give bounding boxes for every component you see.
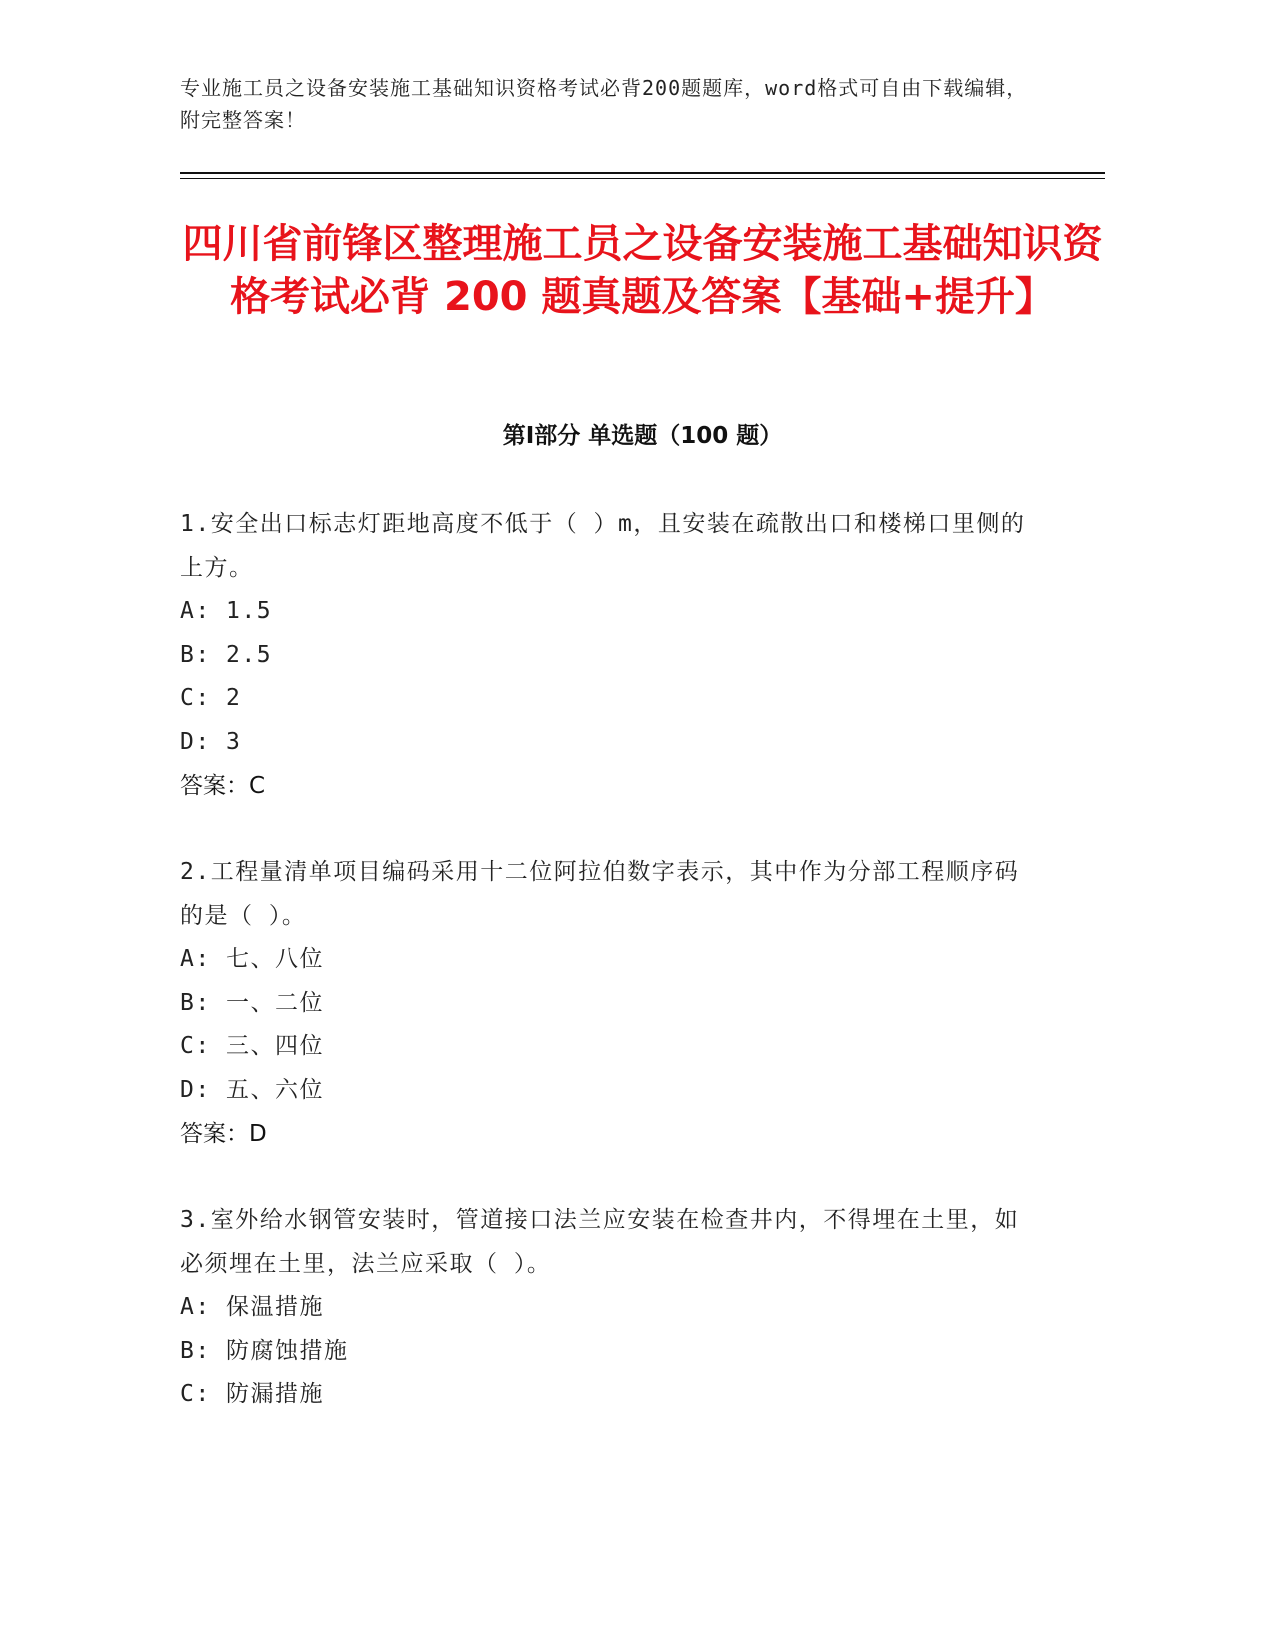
answer: 答案：D (180, 1121, 267, 1147)
option-b: B: 一、二位 (180, 989, 325, 1016)
option-a: A: 保温措施 (180, 1294, 325, 1320)
option-b: B: 防腐蚀措施 (180, 1337, 349, 1364)
header-divider-thick (180, 172, 1105, 174)
question-stem: 1.安全出口标志灯距地高度不低于（ ）m，且安装在疏散出口和楼梯口里侧的上方。 (180, 511, 1026, 581)
option-b: B: 2.5 (180, 641, 273, 668)
option-c: C: 三、四位 (180, 1033, 325, 1059)
header-divider-thin (180, 178, 1105, 179)
question-stem: 2.工程量清单项目编码采用十二位阿拉伯数字表示，其中作为分部工程顺序码的是（ ）。 (180, 859, 1020, 929)
document-title: 四川省前锋区整理施工员之设备安装施工基础知识资格考试必背 200 题真题及答案【基础+提升】 (182, 221, 1103, 320)
question-stem: 3.室外给水钢管安装时，管道接口法兰应安装在检查井内，不得埋在土里，如必须埋在土里，法兰应采取（ ）。 (180, 1207, 1020, 1277)
option-d: D: 3 (180, 728, 242, 755)
question-2 (180, 850, 1040, 1156)
option-a: A: 七、八位 (180, 946, 325, 972)
header-note: 专业施工员之设备安装施工基础知识资格考试必背200题题库，word格式可自由下载编辑，附完整答案！ (180, 76, 1028, 132)
section-heading: 第Ⅰ部分 单选题（100 题） (502, 423, 783, 449)
option-d: D: 五、六位 (180, 1076, 325, 1103)
answer: 答案：C (180, 773, 266, 799)
option-c: C: 防漏措施 (180, 1381, 325, 1407)
question-3 (180, 1198, 1040, 1417)
question-1 (180, 502, 1040, 808)
option-c: C: 2 (180, 685, 242, 711)
option-a: A: 1.5 (180, 598, 273, 624)
